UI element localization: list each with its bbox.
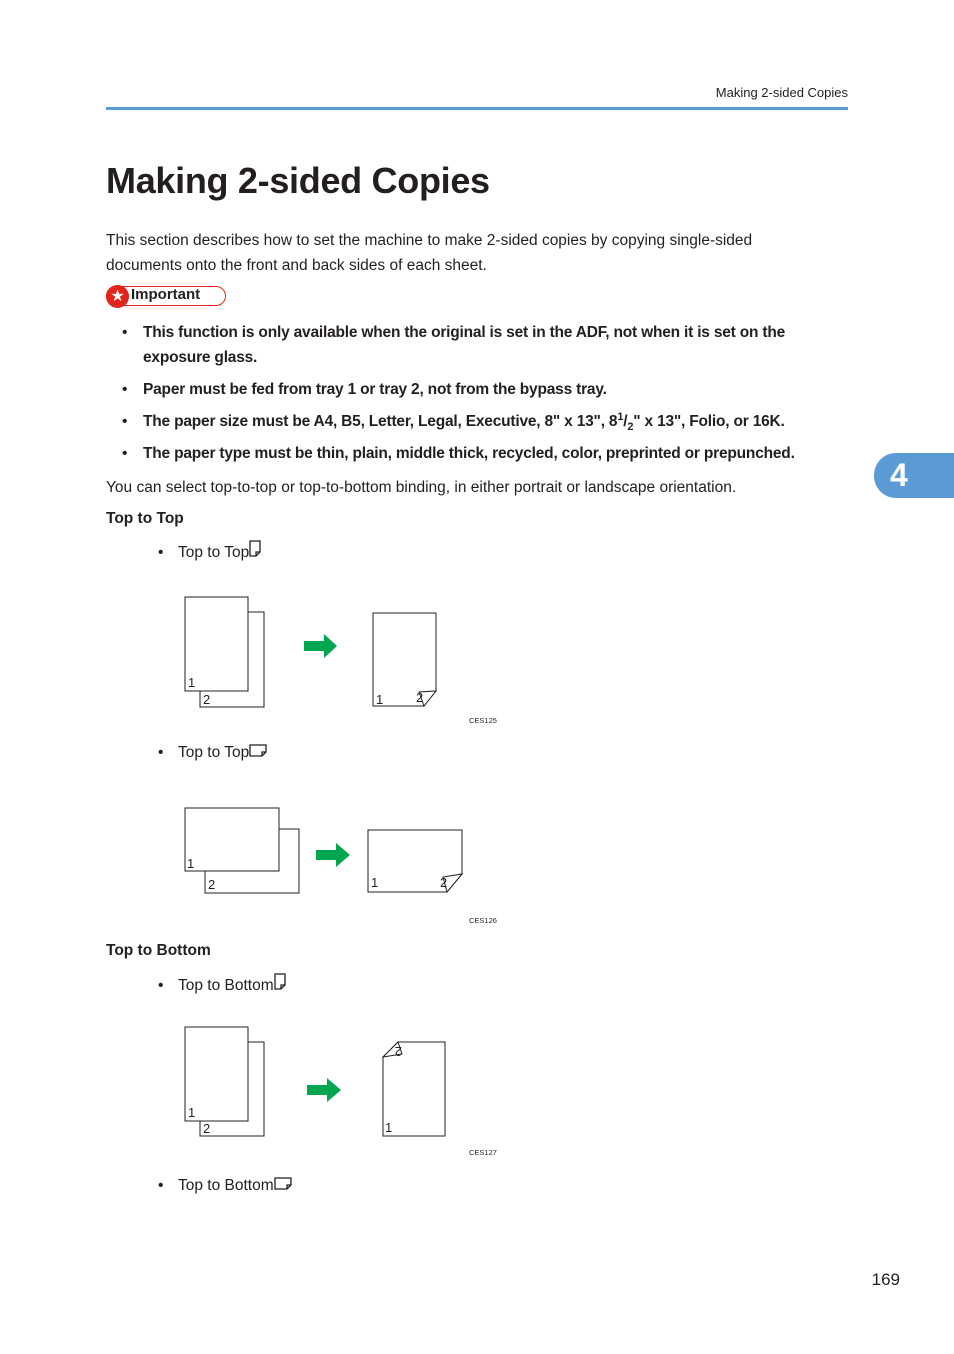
figure-code: CES127: [469, 1148, 497, 1157]
svg-text:2: 2: [394, 1044, 402, 1059]
svg-text:2: 2: [416, 690, 424, 705]
landscape-page-icon: [249, 744, 267, 757]
important-label: Important: [131, 286, 201, 303]
important-list: [106, 320, 851, 473]
svg-text:1: 1: [188, 675, 196, 690]
header-rule: [106, 107, 848, 110]
binding-paragraph: You can select top-to-top or top-to-bottom binding, in either portrait or landscape orientation.: [106, 479, 737, 496]
important-item: • This function is only available when the original is set in the ADF, not when it is set on the exposure glass.: [106, 320, 851, 370]
section-heading-top-to-bottom: Top to Bottom: [106, 942, 211, 959]
arrow-icon: [304, 634, 337, 658]
svg-text:2: 2: [203, 692, 211, 707]
page-number: 169: [871, 1270, 900, 1289]
svg-text:1: 1: [376, 692, 384, 707]
important-item: • The paper size must be A4, B5, Letter, Legal, Executive, 8" x 13", $8^1/_2$" x 13", Folio, or 16K.: [106, 409, 851, 434]
arrow-icon: [307, 1078, 341, 1102]
figure-top-to-bottom-portrait: [185, 1026, 515, 1166]
figure-code: CES125: [469, 716, 497, 725]
figure-code: CES126: [469, 916, 497, 925]
arrow-icon: [316, 843, 350, 867]
svg-text:2: 2: [440, 875, 448, 890]
svg-text:1: 1: [371, 875, 379, 890]
portrait-page-icon: [274, 973, 286, 990]
important-item: • Paper must be fed from tray 1 or tray 2, not from the bypass tray.: [106, 377, 851, 402]
important-badge: [106, 286, 226, 306]
important-item: • The paper type must be thin, plain, middle thick, recycled, color, preprinted or prepunched.: [106, 441, 851, 466]
intro-paragraph: This section describes how to set the machine to make 2-sided copies by copying single-sided documents onto the front and back sides of each sheet.: [106, 232, 753, 274]
portrait-page-icon: [249, 540, 261, 557]
page-title: Making 2-sided Copies: [106, 160, 490, 201]
svg-text:1: 1: [385, 1120, 393, 1135]
list-item: • Top to Top: [158, 540, 261, 565]
svg-text:2: 2: [203, 1121, 211, 1136]
svg-text:2: 2: [208, 877, 216, 892]
running-header: Making 2-sided Copies: [715, 85, 848, 100]
chapter-tab: 4: [874, 453, 954, 498]
svg-text:1: 1: [187, 856, 195, 871]
list-item: • Top to Top: [158, 740, 267, 765]
list-item: • Top to Bottom: [158, 973, 286, 998]
list-item: • Top to Bottom: [158, 1173, 292, 1198]
figure-top-to-top-portrait: [185, 596, 515, 736]
star-icon: ★: [106, 285, 129, 308]
section-heading-top-to-top: Top to Top: [106, 510, 184, 527]
figure-top-to-top-landscape: [185, 807, 515, 927]
landscape-page-icon: [274, 1177, 292, 1190]
svg-text:1: 1: [188, 1105, 196, 1120]
